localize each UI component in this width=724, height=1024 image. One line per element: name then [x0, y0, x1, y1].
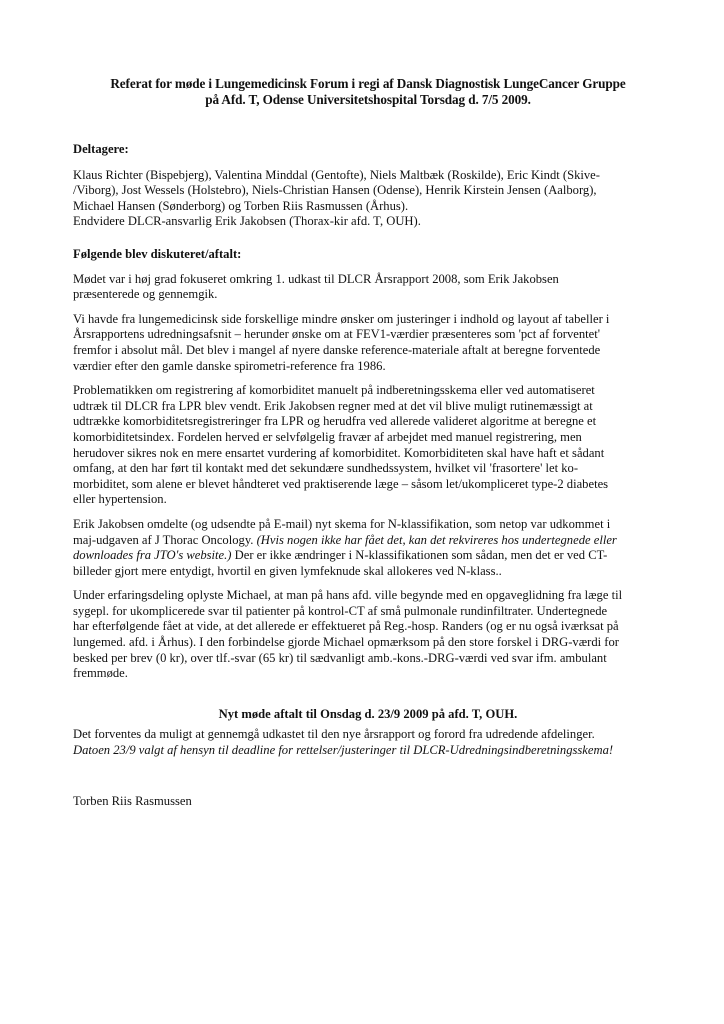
text-line: lungemed. afd. i Århus). I den forbindelse gjorde Michael opmærksom på den store forskel i DRG-værdi for: [73, 635, 619, 650]
text-normal: maj-udgaven af J Thorac Oncology.: [73, 532, 257, 547]
text-line: Problematikken om registrering af komorbiditet manuelt på indberetningsskema eller ved automatiseret: [73, 383, 595, 398]
text-line: Årsrapportens udredningsafsnit – herunder ønske om at FEV1-værdier præsenteres som 'pct af forventet': [73, 327, 601, 342]
text-line: Erik Jakobsen omdelte (og udsendte på E-mail) nyt skema for N-klassifikation, som netop var udkommet i: [73, 516, 611, 531]
text-line: Mødet var i høj grad fokuseret omkring 1. udkast til DLCR Årsrapport 2008, som Erik Jakobsen: [73, 271, 559, 286]
title-line-1: Referat for møde i Lungemedicinsk Forum i regi af Dansk Diagnostisk LungeCancer Gruppe: [110, 76, 626, 91]
next-meeting-title: Nyt møde aftalt til Onsdag d. 23/9 2009 på afd. T, OUH.: [218, 707, 518, 721]
attendees-line: /Viborg), Jost Wessels (Holstebro), Niels-Christian Hansen (Odense), Henrik Kirstein Jensen (Aalborg),: [73, 183, 597, 198]
attendees-line: Michael Hansen (Sønderborg) og Torben Riis Rasmussen (Århus).: [73, 198, 409, 213]
paragraph-annual-report: [73, 272, 673, 303]
text-italic: downloades fra JTO's website.): [73, 548, 232, 563]
paragraph-comorbidity: [73, 383, 673, 508]
attendees-list: [73, 168, 673, 230]
text-line: komorbiditetsindex. Fordelen herved er selvfølgelig fravær af arbejdet med manuel registrering, men: [73, 429, 582, 444]
text-line: fremmøde.: [73, 666, 128, 681]
text-line: udtræk til DLCR fra LPR blev vendt. Erik Jakobsen regner med at det vil blive muligt rutinemæssigt at: [73, 398, 593, 413]
text-line: fremfor i absolut mål. Det blev i mangel af nyere danske reference-materiale aftalt at beregne forventede: [73, 342, 601, 357]
attendees-line: Endvidere DLCR-ansvarlig Erik Jakobsen (Thorax-kir afd. T, OUH).: [73, 214, 421, 229]
text-italic: (Hvis nogen ikke har fået det, kan det rekvireres hos undertegnede eller: [256, 532, 617, 547]
text-normal: Der er ikke ændringer i N-klassifikationen som sådan, men det er ved CT-: [231, 548, 608, 563]
text-line: herudover sikres nok en mere ensartet vurdering af komorbiditet. Komorbiditeten skal have haft et sådant: [73, 445, 605, 460]
text-line: præsenterede og gennemgik.: [73, 287, 218, 302]
next-meeting-body: [73, 727, 673, 758]
text-line: [73, 533, 673, 549]
paragraph-experience-sharing: [73, 588, 673, 682]
text-line: Vi havde fra lungemedicinsk side forskellige mindre ønsker om justeringer i indhold og layout af tabeller i: [73, 311, 610, 326]
text-line: Det forventes da muligt at gennemgå udkastet til den nye årsrapport og forord fra udredende afdelinger.: [73, 727, 595, 741]
text-line: billeder gjort mere entydigt, hvortil en given lymfeknude skal allokeres ved N-klass..: [73, 563, 502, 578]
discussion-heading: Følgende blev diskuteret/aftalt:: [73, 247, 242, 261]
text-line: har efterfølgende fået at vide, at det allerede er effektueret på Reg.-hosp. Randers (og er nu også iværksat på: [73, 619, 619, 634]
text-line: Under erfaringsdeling oplyste Michael, at man på hans afd. ville begynde med en opgaveglidning fra læge til: [73, 588, 623, 603]
document-page: [73, 76, 663, 808]
text-line: besked per brev (0 kr), over tlf.-svar (65 kr) til sædvanligt amb.-kons.-DRG-værdi ved svar ifm. ambulant: [73, 650, 607, 665]
attendees-heading: Deltagere:: [73, 142, 129, 156]
document-title: [73, 76, 663, 109]
paragraph-n-classification: [73, 517, 673, 579]
text-line: omfang, at den har ført til kontakt med det sekundære sundhedssystem, hvilket vil 'frasortere' let ko-: [73, 461, 579, 476]
text-line: sygepl. for ukomplicerede svar til patienter på kontrol-CT af små pulmonale rundinfiltrater. Undertegnede: [73, 603, 608, 618]
attendees-section: [73, 142, 673, 230]
text-line-italic: Datoen 23/9 valgt af hensyn til deadline for rettelser/justeringer til DLCR-Udredningsindberetningsskema!: [73, 742, 614, 757]
text-line: eller hypertension.: [73, 492, 167, 507]
attendees-line: Klaus Richter (Bispebjerg), Valentina Minddal (Gentofte), Niels Maltbæk (Roskilde), Eric Kindt (Skive-: [73, 167, 600, 182]
text-line: udtrække komorbiditetsregistreringer fra LPR og herudfra ved allerede valideret algoritme at beregne et: [73, 414, 597, 429]
text-line: værdier efter den gamle danske spirometri-reference fra 1986.: [73, 358, 386, 373]
text-line: morbiditet, som alene er blevet håndteret ved praktiserende læge – såsom let/ukompliceret type-2 diabetes: [73, 476, 609, 491]
paragraph-fev1: [73, 312, 673, 374]
text-line: [73, 548, 673, 564]
signature: Torben Riis Rasmussen: [73, 794, 192, 808]
title-line-2: på Afd. T, Odense Universitetshospital Torsdag d. 7/5 2009.: [205, 92, 531, 108]
discussion-section: [73, 247, 673, 682]
